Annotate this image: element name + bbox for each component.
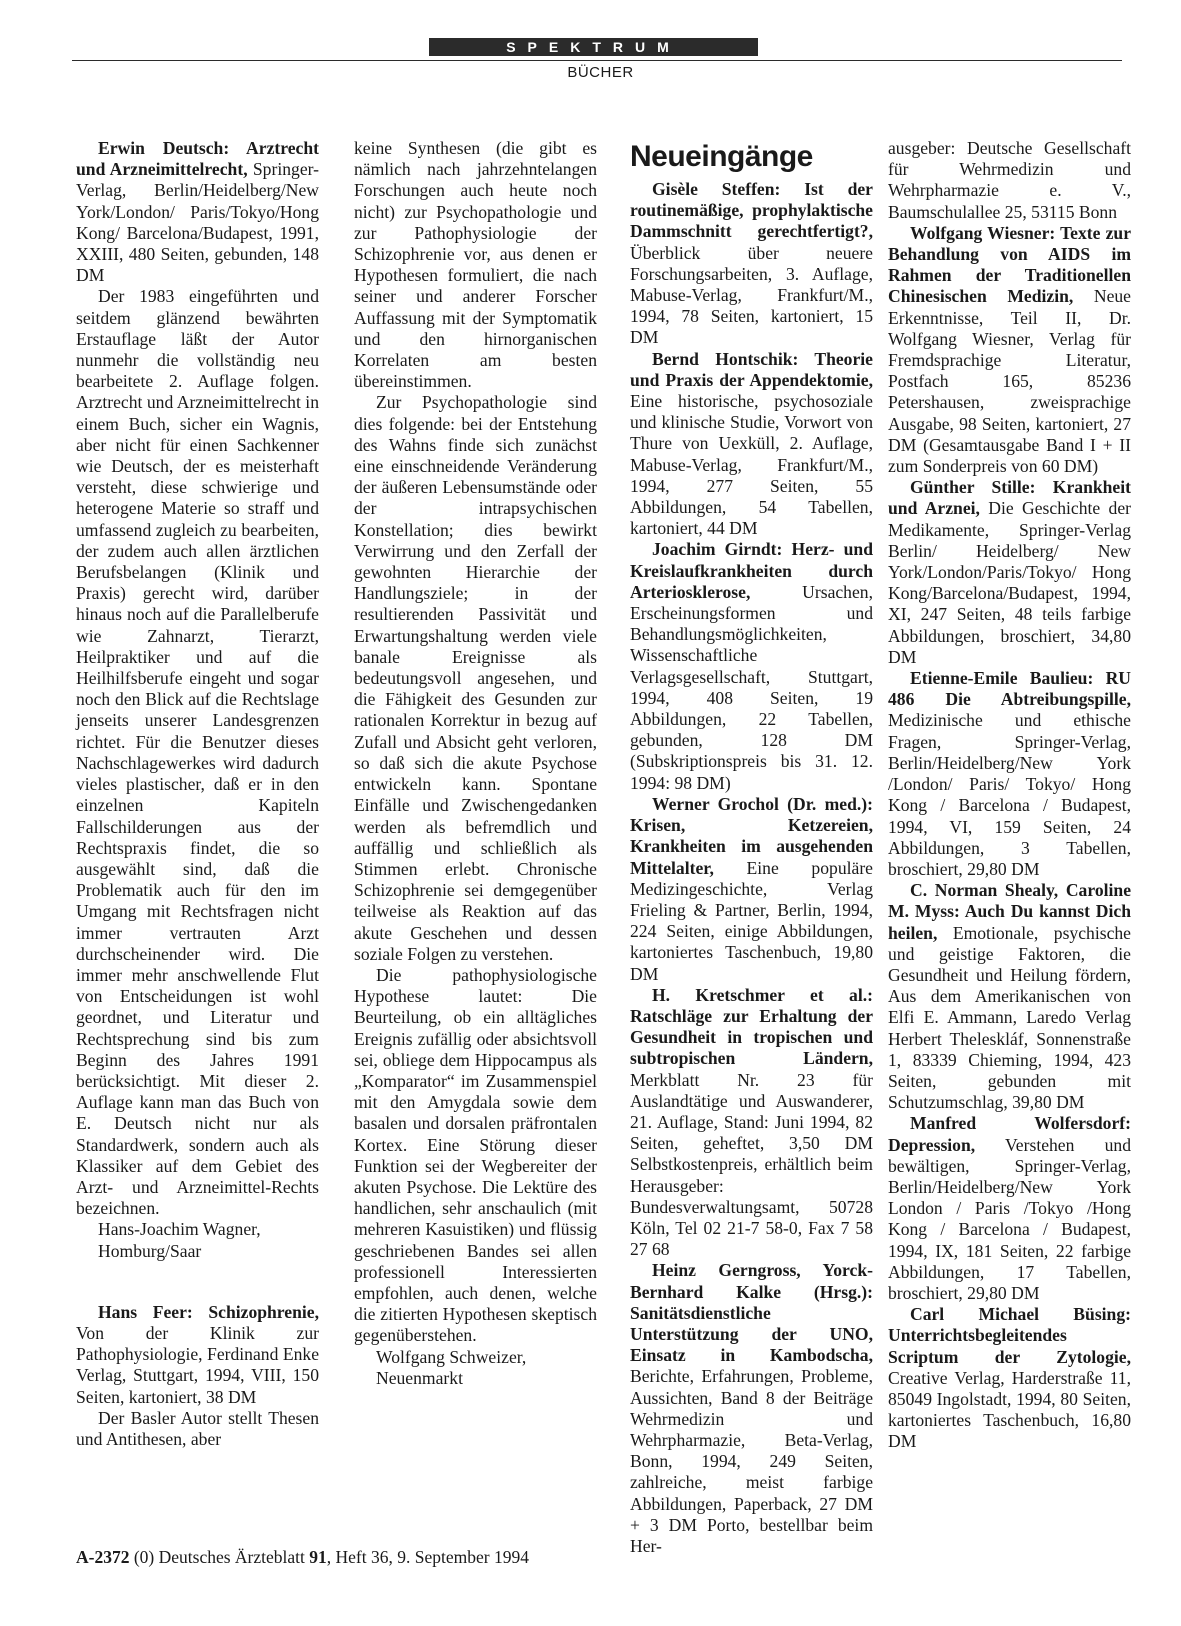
book-title: Carl Michael Büsing: Unterrichtsbegleitendes Scriptum der Zytologie, [888,1304,1131,1367]
book-details: Die Geschichte der Medikamente, Springer-Verlag Berlin/ Heidelberg/ New York/London/Paris/Tokyo/ Hong Kong/Barcelona/Budapest, 1994, XI, 247 Seiten, 48 teils farbige Abbildungen, broschiert, 34,80 DM [888,498,1131,667]
review-details: Von der Klinik zur Pathophysiologie, Ferdinand Enke Verlag, Stuttgart, 1994, VIII, 150 Seiten, kartoniert, 38 DM [76,1322,319,1407]
book-details-continued: ausgeber: Deutsche Gesellschaft für Wehrmedizin und Wehrpharmazie e. V., Baumschulallee 25, 53115 Bonn [888,138,1131,222]
subsection-title: BÜCHER [567,64,634,81]
column-3 [630,138,873,1557]
book-title: H. Kretschmer et al.: Ratschläge zur Erhaltung der Gesundheit in tropischen und subtropischen Ländern, [630,984,873,1069]
book-title: Joachim Girndt: Herz- und Kreislaufkrankheiten durch Arteriosklerose, [630,539,873,602]
book-entry [888,1304,1131,1452]
review-body: Der Basler Autor stellt Thesen und Antithesen, aber [76,1407,319,1449]
book-entry [888,1113,1131,1304]
review-body: keine Synthesen (die gibt es nämlich nach jahrzehntelangen Forschungen auch heute noch nicht) zur Psychopathologie und zur Pathophysiologie der Schizophrenie vor, aus denen er Hypothesen formuliert, die nach seiner und anderer Forscher Auffassung mit der Symptomatik und den hirnorganischen Korrelaten am besten übereinstimmen. [354,138,597,392]
book-details: Neue Erkenntnisse, Teil II, Dr. Wolfgang Wiesner, Verlag für Fremdsprachige Literatur, Postfach 165, 85236 Petershausen, zweisprachige Ausgabe, 98 Seiten, kartoniert, 27 DM (Gesamtausgabe Band I + II zum Sonderpreis von 60 DM) [888,286,1131,477]
book-entry [888,223,1131,477]
page-footer [76,1547,529,1568]
book-entry [888,880,1131,1113]
page-number: A-2372 [76,1547,130,1567]
review-title: Erwin Deutsch: Arztrecht und Arzneimittelrecht, [76,138,319,180]
book-details: Emotionale, psychische und geistige Faktoren, die Gesundheit und Heilung fördern, Aus dem Amerikanischen von Elfi E. Ammann, Laredo Verlag Herbert Theleskláf, Sonnenstraße 1, 83339 Chieming, 1994, 423 Seiten, gebunden mit Schutzumschlag, 39,80 DM [888,922,1131,1113]
column-1 [76,138,319,1450]
section-title: SPEKTRUM [506,39,681,55]
section-banner [429,38,758,56]
review-body: Die pathophysiologische Hypothese lautet: Die Beurteilung, ob ein alltägliches Ereignis zufällig oder absichtsvoll sei, obliege dem Hippocampus als „Komparator“ im Zusammenspiel mit den Amygdala sowie dem basalen und dorsalen präfrontalen Kortex. Eine Störung dieser Funktion sei der Wegbereiter der akuten Psychose. Die Lektüre des handlichen, sehr anschaulich (mit mehreren Kasuistiken) und flüssig geschriebenen Bandes sei allen professionell Interessierten empfohlen, auch denen, welche die zitierten Hypothesen skeptisch gegenüberstehen. [354,964,597,1346]
book-entry [630,985,873,1261]
book-entry [630,179,873,349]
review-author-place: Homburg/Saar [98,1240,202,1261]
journal-issue: , Heft 36, 9. September 1994 [326,1547,529,1567]
column-4 [888,138,1131,1453]
book-title: Manfred Wolfersdorf: Depression, [888,1113,1131,1155]
review-body: Der 1983 eingeführten und seitdem glänzend bewährten Erstauflage läßt der Autor nunmehr die vollständig neu bearbeitete 2. Auflage folgen. Arztrecht und Arzneimittelrecht in einem Buch, sicher ein Wagnis, aber nicht für einen Sachkenner wie Deutsch, der es meisterhaft versteht, diese schwierige und heterogene Materie so straff und umfassend zugleich zu bearbeiten, der zudem auch allen ärztlichen Berufsbelangen (Klinik und Praxis) gerecht wird, darüber hinaus noch auf die Parallelberufe wie Zahnarzt, Tierarzt, Heilpraktiker und auf die Heilhilfsberufe eingeht und sogar noch den Blick auf die Rechtslage jenseits unserer Landesgrenzen richtet. Für die Benutzer dieses Nachschlagewerkes wird dadurch vieles plastischer, daß er in den einzelnen Kapiteln Fallschilderungen aus der Rechtspraxis findet, die so ausgewählt sind, daß die Problematik auch für den im Umgang mit Rechtsfragen nicht immer vertrauten Arzt durchscheinender wird. Die immer mehr anschwellende Flut von Entscheidungen ist wohl geordnet, und Literatur und Rechtsprechung sind bis zum Beginn des Jahres 1991 berücksichtigt. Mit dieser 2. Auflage kann man das Buch von E. Deutsch nicht nur als Standardwerk, sondern auch als Klassiker auf dem Gebiet des Arzt- und Arzneimittel-Rechts bezeichnen. [76,286,319,1219]
book-details: Überblick über neuere Forschungsarbeiten, 3. Auflage, Mabuse-Verlag, Frankfurt/M., 1994, 78 Seiten, kartoniert, 15 DM [630,242,873,348]
journal-volume: 91 [309,1547,327,1567]
book-entry [630,539,873,793]
book-title: Werner Grochol (Dr. med.): Krisen, Ketzereien, Krankheiten im ausgehenden Mittelalter, [630,793,873,878]
review-body: Zur Psychopathologie sind dies folgende: bei der Entstehung des Wahns finde sich zunächst eine einschneidende Veränderung der äußeren Lebensumstände oder der intrapsychischen Konstellation; dies bewirkt Verwirrung und den Zerfall der gewohnten Hierarchie der Handlungsziele; in der resultierenden Passivität und Erwartungshaltung werden viele banale Ereignisse als bedeutungsvoll angesehen, und die Fähigkeit des Gesunden zur rationalen Korrektur in bezug auf Zufall und Absicht geht verloren, so daß sich die akute Psychose entwickeln kann. Spontane Einfälle und Zwischengedanken werden als befremdlich und auffällig und schließlich als Stimmen erlebt. Chronische Schizophrenie sei demgegenüber teilweise als Reaktion auf das akute Geschehen und dessen soziale Folgen zu verstehen. [354,392,597,964]
book-details: Medizinische und ethische Fragen, Springer-Verlag, Berlin/Heidelberg/New York /London/ Paris/ Tokyo/ Hong Kong / Barcelona / Budapest, 1994, VI, 159 Seiten, 24 Abbildungen, 3 Tabellen, broschiert, 29,80 DM [888,710,1131,879]
book-details: Berichte, Erfahrungen, Probleme, Aussichten, Band 8 der Beiträge Wehrmedizin und Wehrpharmazie, Beta-Verlag, Bonn, 1994, 249 Seiten, zahlreiche, meist farbige Abbildungen, Paperback, 27 DM + 3 DM Porto, bestellbar beim Her- [630,1366,873,1556]
book-details: Ursachen, Erscheinungsformen und Behandlungsmöglichkeiten, Wissenschaftliche Verlagsgesellschaft, Stuttgart, 1994, 408 Seiten, 19 Abbildungen, 22 Tabellen, gebunden, 128 DM (Subskriptionspreis bis 31. 12. 1994: 98 DM) [630,581,873,793]
book-title: Bernd Hontschik: Theorie und Praxis der Appendektomie, [630,348,873,390]
book-title: Günther Stille: Krankheit und Arznei, [888,477,1131,519]
book-details: Merkblatt Nr. 23 für Auslandtätige und Auswanderer, 21. Auflage, Stand: Juni 1994, 82 Seiten, geheftet, 3,50 DM Selbstkostenpreis, erhältlich beim Herausgeber: Bundesverwaltungsamt, 50728 Köln, Tel 02 21-7 58-0, Fax 7 58 27 68 [630,1069,873,1260]
book-entry [630,349,873,540]
review-deutsch [76,138,319,286]
book-title: Wolfgang Wiesner: Texte zur Behandlung von AIDS im Rahmen der Traditionellen Chinesischen Medizin, [888,222,1131,307]
journal-name: (0) Deutsches Ärzteblatt [133,1547,305,1567]
book-entry [888,477,1131,668]
book-entry [630,1260,873,1557]
review-feer [76,1302,319,1408]
review-author: Wolfgang Schweizer, [376,1346,527,1367]
column-2 [354,138,597,1389]
review-author: Hans-Joachim Wagner, [98,1219,261,1240]
new-arrivals-heading: Neueingänge [630,140,813,173]
review-details: Springer-Verlag, Berlin/Heidelberg/New York/London/ Paris/Tokyo/Hong Kong/ Barcelona/Budapest, 1991, XXIII, 480 Seiten, gebunden, 148 DM [76,159,319,286]
book-details: Eine populäre Medizingeschichte, Verlag Frieling & Partner, Berlin, 1994, 224 Seiten, einige Abbildungen, kartoniertes Taschenbuch, 19,80 DM [630,857,873,984]
book-title: C. Norman Shealy, Caroline M. Myss: Auch Du kannst Dich heilen, [888,880,1131,943]
book-details: Verstehen und bewältigen, Springer-Verlag, Berlin/Heidelberg/New York London / Paris /Tokyo /Hong Kong / Barcelona / Budapest, 1994, IX, 181 Seiten, 22 farbige Abbildungen, 17 Tabellen, broschiert, 29,80 DM [888,1134,1131,1303]
review-author-place: Neuenmarkt [376,1367,463,1388]
book-entry [630,794,873,985]
review-title: Hans Feer: Schizophrenie, [98,1301,319,1322]
book-title: Heinz Gerngross, Yorck-Bernhard Kalke (Hrsg.): Sanitätsdienstliche Unterstützung der UNO, Einsatz in Kambodscha, [630,1260,873,1366]
book-details: Eine historische, psychosoziale und klinische Studie, Vorwort von Thure von Uexküll, 2. Auflage, Mabuse-Verlag, Frankfurt/M., 1994, 277 Seiten, 55 Abbildungen, 54 Tabellen, kartoniert, 44 DM [630,391,873,539]
book-title: Etienne-Emile Baulieu: RU 486 Die Abtreibungspille, [888,668,1131,710]
header-rule [72,60,1122,61]
book-entry [888,668,1131,880]
book-details: Creative Verlag, Harderstraße 11, 85049 Ingolstadt, 1994, 80 Seiten, kartoniertes Taschenbuch, 16,80 DM [888,1367,1131,1452]
book-title: Gisèle Steffen: Ist der routinemäßige, prophylaktische Dammschnitt gerechtfertigt?, [630,179,873,242]
